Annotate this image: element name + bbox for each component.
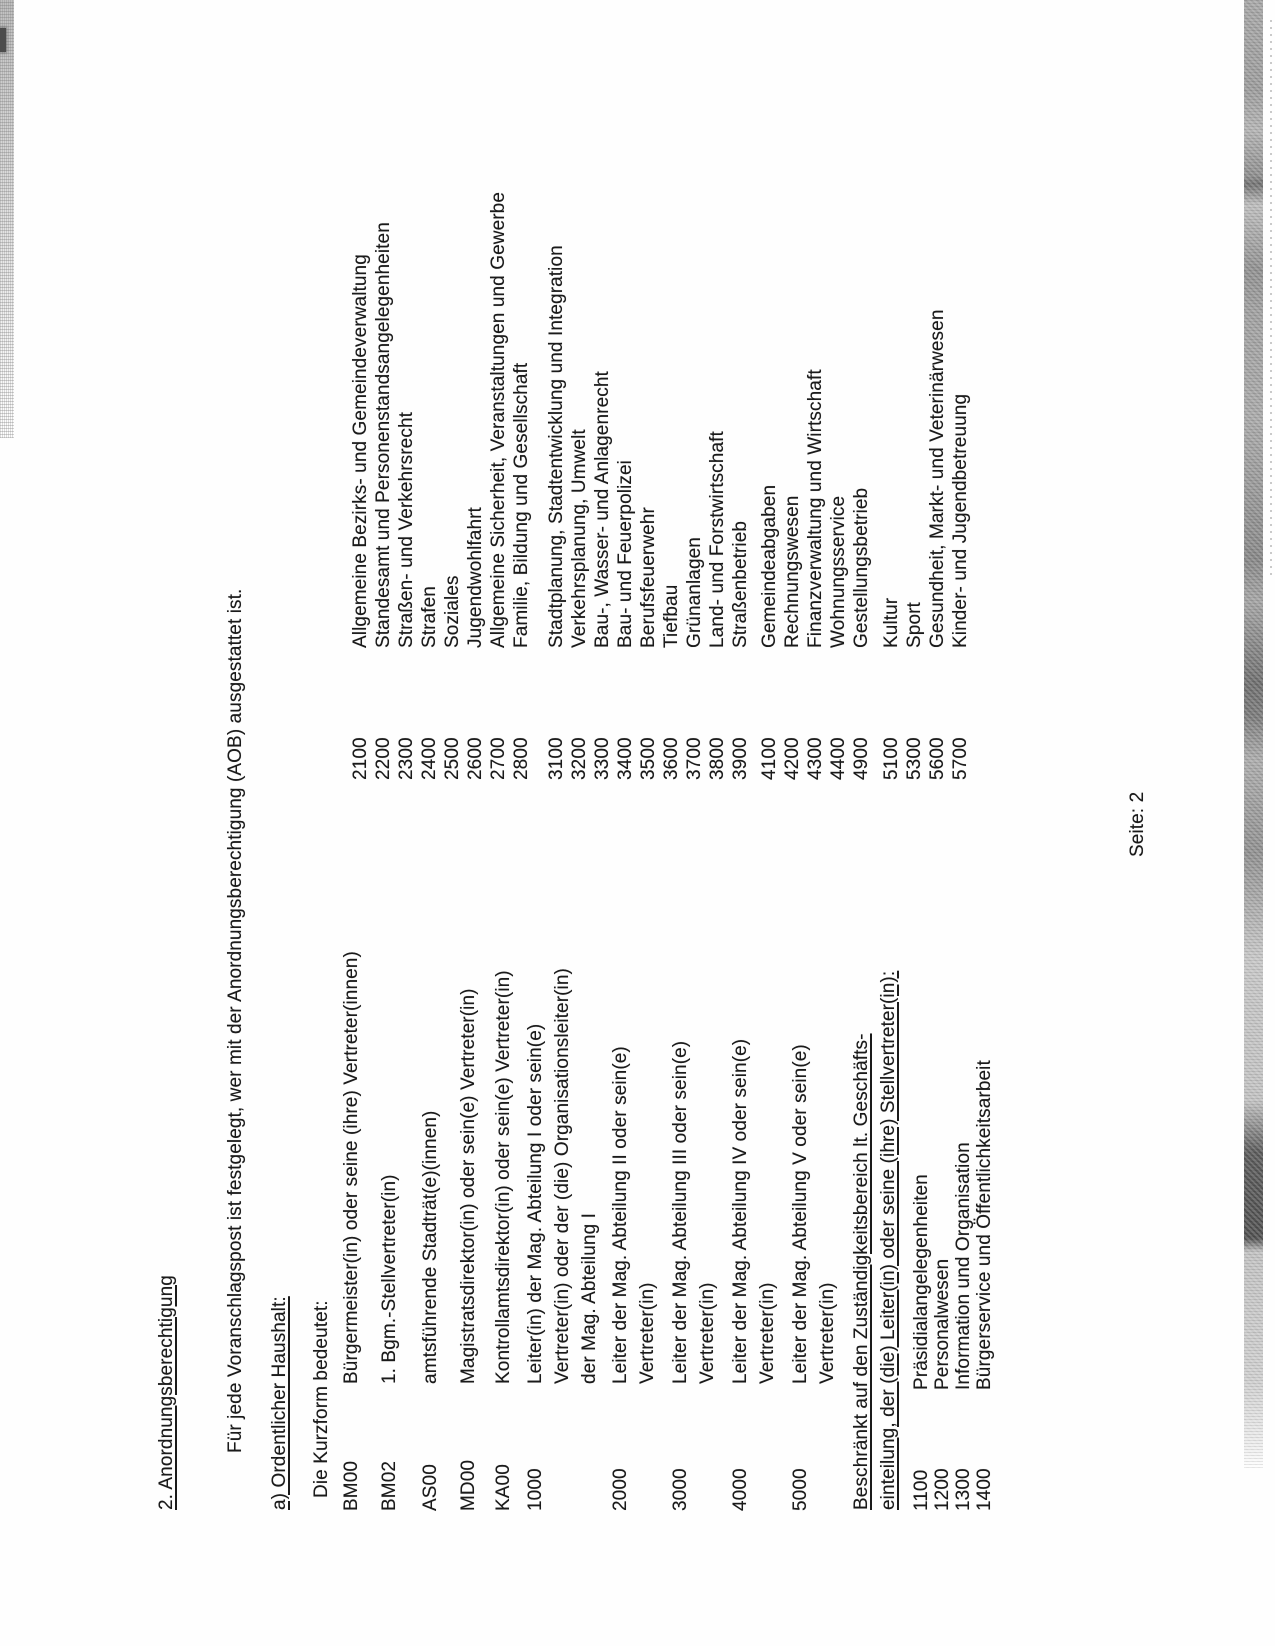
kurzform-description — [522, 968, 603, 1384]
restricted-row — [911, 1060, 932, 1511]
department-code: 2300 — [396, 737, 417, 780]
kurzform-code: 2000 — [610, 1468, 631, 1511]
document-title: 2. Anordnungsberechtigung — [156, 1275, 177, 1510]
department-row — [758, 192, 781, 780]
department-code: 3300 — [592, 737, 613, 780]
restricted-row — [974, 1060, 995, 1511]
department-row — [568, 192, 591, 780]
department-label: Verkehrsplanung, Umwelt — [569, 429, 590, 648]
restricted-label: Bürgerservice und Öffentlichkeitsarbeit — [974, 1060, 995, 1390]
department-code: 2500 — [442, 737, 463, 780]
kurzform-description-line: der Mag. Abteilung I — [579, 1213, 600, 1384]
section-a-heading: a) Ordentlicher Haushalt: — [269, 1296, 290, 1510]
department-label: Gestellungsbetrieb — [851, 487, 872, 648]
restricted-table — [911, 1060, 995, 1511]
department-row — [395, 192, 418, 780]
department-row — [683, 192, 706, 780]
department-label: Standesamt und Personenstandsangelegenheiten — [373, 222, 394, 648]
department-code: 3600 — [661, 737, 682, 780]
department-row — [591, 192, 614, 780]
kurzform-description-line: Vertreter(in) — [697, 1282, 718, 1384]
department-label: Straßenbetrieb — [730, 520, 751, 648]
department-code: 2800 — [511, 737, 532, 780]
department-row — [441, 192, 464, 780]
kurzform-description-line: Leiter der Mag. Abteilung V oder sein(e) — [790, 1044, 811, 1384]
department-row — [926, 192, 949, 780]
restricted-code: 1200 — [932, 1468, 953, 1511]
department-row — [637, 192, 660, 780]
restricted-code: 1400 — [974, 1468, 995, 1511]
kurzform-description — [490, 970, 517, 1384]
scan-artifact-left-strip — [0, 0, 14, 438]
kurzform-row — [787, 951, 841, 1511]
kurzform-row — [455, 951, 482, 1511]
department-code: 5700 — [950, 737, 971, 780]
department-row — [827, 192, 850, 780]
department-code: 3900 — [730, 737, 751, 780]
department-code: 2700 — [488, 737, 509, 780]
department-label: Jugendwohlfahrt — [465, 507, 486, 648]
restricted-label: Personalwesen — [932, 1258, 953, 1390]
kurzform-description — [376, 1174, 403, 1384]
department-code: 5100 — [881, 737, 902, 780]
kurzform-code: MD00 — [458, 1459, 479, 1511]
restricted-code: 1300 — [953, 1468, 974, 1511]
kurzform-row — [522, 951, 603, 1511]
scan-artifact-right-band — [1244, 0, 1263, 1468]
department-row — [349, 192, 372, 780]
department-code: 2100 — [350, 737, 371, 780]
department-label: Land- und Forstwirtschaft — [707, 431, 728, 648]
restricted-row — [932, 1060, 953, 1511]
department-row — [903, 192, 926, 780]
department-label: Finanzverwaltung und Wirtschaft — [805, 369, 826, 648]
kurzform-description-line: Kontrollamtsdirektor(in) oder sein(e) Vertreter(in) — [493, 970, 514, 1384]
department-code: 3500 — [638, 737, 659, 780]
department-code: 2400 — [419, 737, 440, 780]
department-row — [418, 192, 441, 780]
department-label: Gesundheit, Markt- und Veterinärwesen — [927, 309, 948, 648]
kurzform-code: 4000 — [730, 1468, 751, 1511]
kurzform-description — [417, 1111, 444, 1384]
kurzform-label: Die Kurzform bedeutet: — [311, 1300, 332, 1498]
restricted-heading-line-2: einteilung, der (die) Leiter(in) oder seine (ihre) Stellvertreter(in): — [878, 970, 899, 1510]
kurzform-description-line: Vertreter(in) oder der (die) Organisationsleiter(in) — [552, 968, 573, 1384]
department-label: Straßen- und Verkehrsrecht — [396, 412, 417, 648]
kurzform-description-line: Leiter der Mag. Abteilung III oder sein(e) — [670, 1040, 691, 1384]
department-label: Allgemeine Bezirks- und Gemeindeverwaltung — [350, 254, 371, 648]
department-label: Strafen — [419, 586, 440, 648]
department-group — [758, 192, 873, 780]
department-row — [804, 192, 827, 780]
department-row — [464, 192, 487, 780]
department-row — [850, 192, 873, 780]
restricted-label: Präsidialangelegenheiten — [911, 1174, 932, 1390]
department-row — [729, 192, 752, 780]
restricted-heading-line-1: Beschränkt auf den Zuständigkeitsbereich lt. Geschäfts- — [851, 1033, 872, 1510]
kurzform-description — [727, 1039, 781, 1384]
department-label: Sport — [904, 602, 925, 648]
kurzform-description — [667, 1041, 721, 1384]
department-label: Bau- und Feuerpolizei — [615, 460, 636, 648]
department-row — [614, 192, 637, 780]
scan-artifact-left-blip — [0, 28, 6, 52]
kurzform-row — [490, 951, 517, 1511]
department-row — [660, 192, 683, 780]
kurzform-row — [338, 951, 365, 1511]
kurzform-description-line: Leiter der Mag. Abteilung II oder sein(e) — [610, 1046, 631, 1384]
kurzform-description-line: Vertreter(in) — [637, 1282, 658, 1384]
department-group — [349, 192, 533, 780]
department-row — [510, 192, 533, 780]
restricted-heading — [848, 971, 902, 1510]
restricted-label: Information und Organisation — [953, 1142, 974, 1390]
department-label: Kinder- und Jugendbetreuung — [950, 393, 971, 648]
department-row — [781, 192, 804, 780]
department-group — [545, 192, 752, 780]
department-label: Kultur — [881, 597, 902, 648]
kurzform-row — [667, 951, 721, 1511]
kurzform-code: BM02 — [379, 1460, 400, 1511]
department-code: 5600 — [927, 737, 948, 780]
kurzform-table — [338, 951, 841, 1511]
department-code: 3400 — [615, 737, 636, 780]
kurzform-row — [417, 951, 444, 1511]
department-label: Familie, Bildung und Gesellschaft — [511, 362, 532, 648]
department-code: 4200 — [782, 737, 803, 780]
page-footer: Seite: 2 — [1127, 791, 1148, 857]
kurzform-row — [727, 951, 781, 1511]
department-code: 5300 — [904, 737, 925, 780]
department-code: 3200 — [569, 737, 590, 780]
kurzform-code: 3000 — [670, 1468, 691, 1511]
department-code: 2600 — [465, 737, 486, 780]
kurzform-description — [455, 988, 482, 1384]
kurzform-row — [607, 951, 661, 1511]
department-list — [349, 192, 972, 780]
department-label: Stadtplanung, Stadtentwicklung und Integration — [546, 245, 567, 648]
restricted-row — [953, 1060, 974, 1511]
department-label: Berufsfeuerwehr — [638, 507, 659, 648]
department-label: Gemeindeabgaben — [759, 484, 780, 648]
department-code: 4400 — [828, 737, 849, 780]
kurzform-description-line: Bürgermeister(in) oder seine (ihre) Vertreter(innen) — [341, 951, 362, 1384]
department-row — [372, 192, 395, 780]
kurzform-code: 5000 — [790, 1468, 811, 1511]
department-code: 4300 — [805, 737, 826, 780]
department-code: 3800 — [707, 737, 728, 780]
kurzform-description-line: 1. Bgm.-Stellvertreter(in) — [379, 1174, 400, 1384]
department-row — [706, 192, 729, 780]
department-code: 2200 — [373, 737, 394, 780]
department-code: 4100 — [759, 737, 780, 780]
kurzform-code: KA00 — [493, 1464, 514, 1511]
kurzform-description-line: Leiter(in) der Mag. Abteilung I oder sein(e) — [525, 1023, 546, 1384]
kurzform-description — [787, 1044, 841, 1384]
department-label: Grünanlagen — [684, 537, 705, 648]
department-code: 3100 — [546, 737, 567, 780]
kurzform-description-line: Vertreter(in) — [757, 1282, 778, 1384]
kurzform-description-line: Vertreter(in) — [817, 1282, 838, 1384]
restricted-code: 1100 — [911, 1469, 932, 1511]
department-code: 4900 — [851, 737, 872, 780]
intro-paragraph: Für jede Voranschlagspost ist festgelegt, wer mit der Anordnungsberechtigung (AOB) ausgestattet ist. — [225, 588, 246, 1453]
department-row — [487, 192, 510, 780]
department-label: Tiefbau — [661, 584, 682, 648]
department-group — [880, 192, 972, 780]
kurzform-description-line: Magistratsdirektor(in) oder sein(e) Vertreter(in) — [458, 988, 479, 1384]
department-label: Wohnungsservice — [828, 495, 849, 648]
department-label: Soziales — [442, 575, 463, 648]
department-code: 3700 — [684, 737, 705, 780]
kurzform-description-line: Leiter der Mag. Abteilung IV oder sein(e) — [730, 1038, 751, 1384]
kurzform-description — [338, 951, 365, 1384]
kurzform-description — [607, 1046, 661, 1384]
kurzform-description-line: amtsführende Stadträt(e)(innen) — [420, 1110, 441, 1384]
kurzform-code: BM00 — [341, 1460, 362, 1511]
kurzform-code: AS00 — [420, 1464, 441, 1511]
department-label: Allgemeine Sicherheit, Veranstaltungen und Gewerbe — [488, 191, 509, 648]
kurzform-row — [376, 951, 403, 1511]
kurzform-code: 1000 — [525, 1468, 546, 1511]
department-row — [545, 192, 568, 780]
department-row — [880, 192, 903, 780]
department-label: Rechnungswesen — [782, 495, 803, 648]
department-label: Bau-, Wasser- und Anlagenrecht — [592, 371, 613, 648]
department-row — [949, 192, 972, 780]
scan-artifact-dotted-line — [1270, 20, 1272, 580]
